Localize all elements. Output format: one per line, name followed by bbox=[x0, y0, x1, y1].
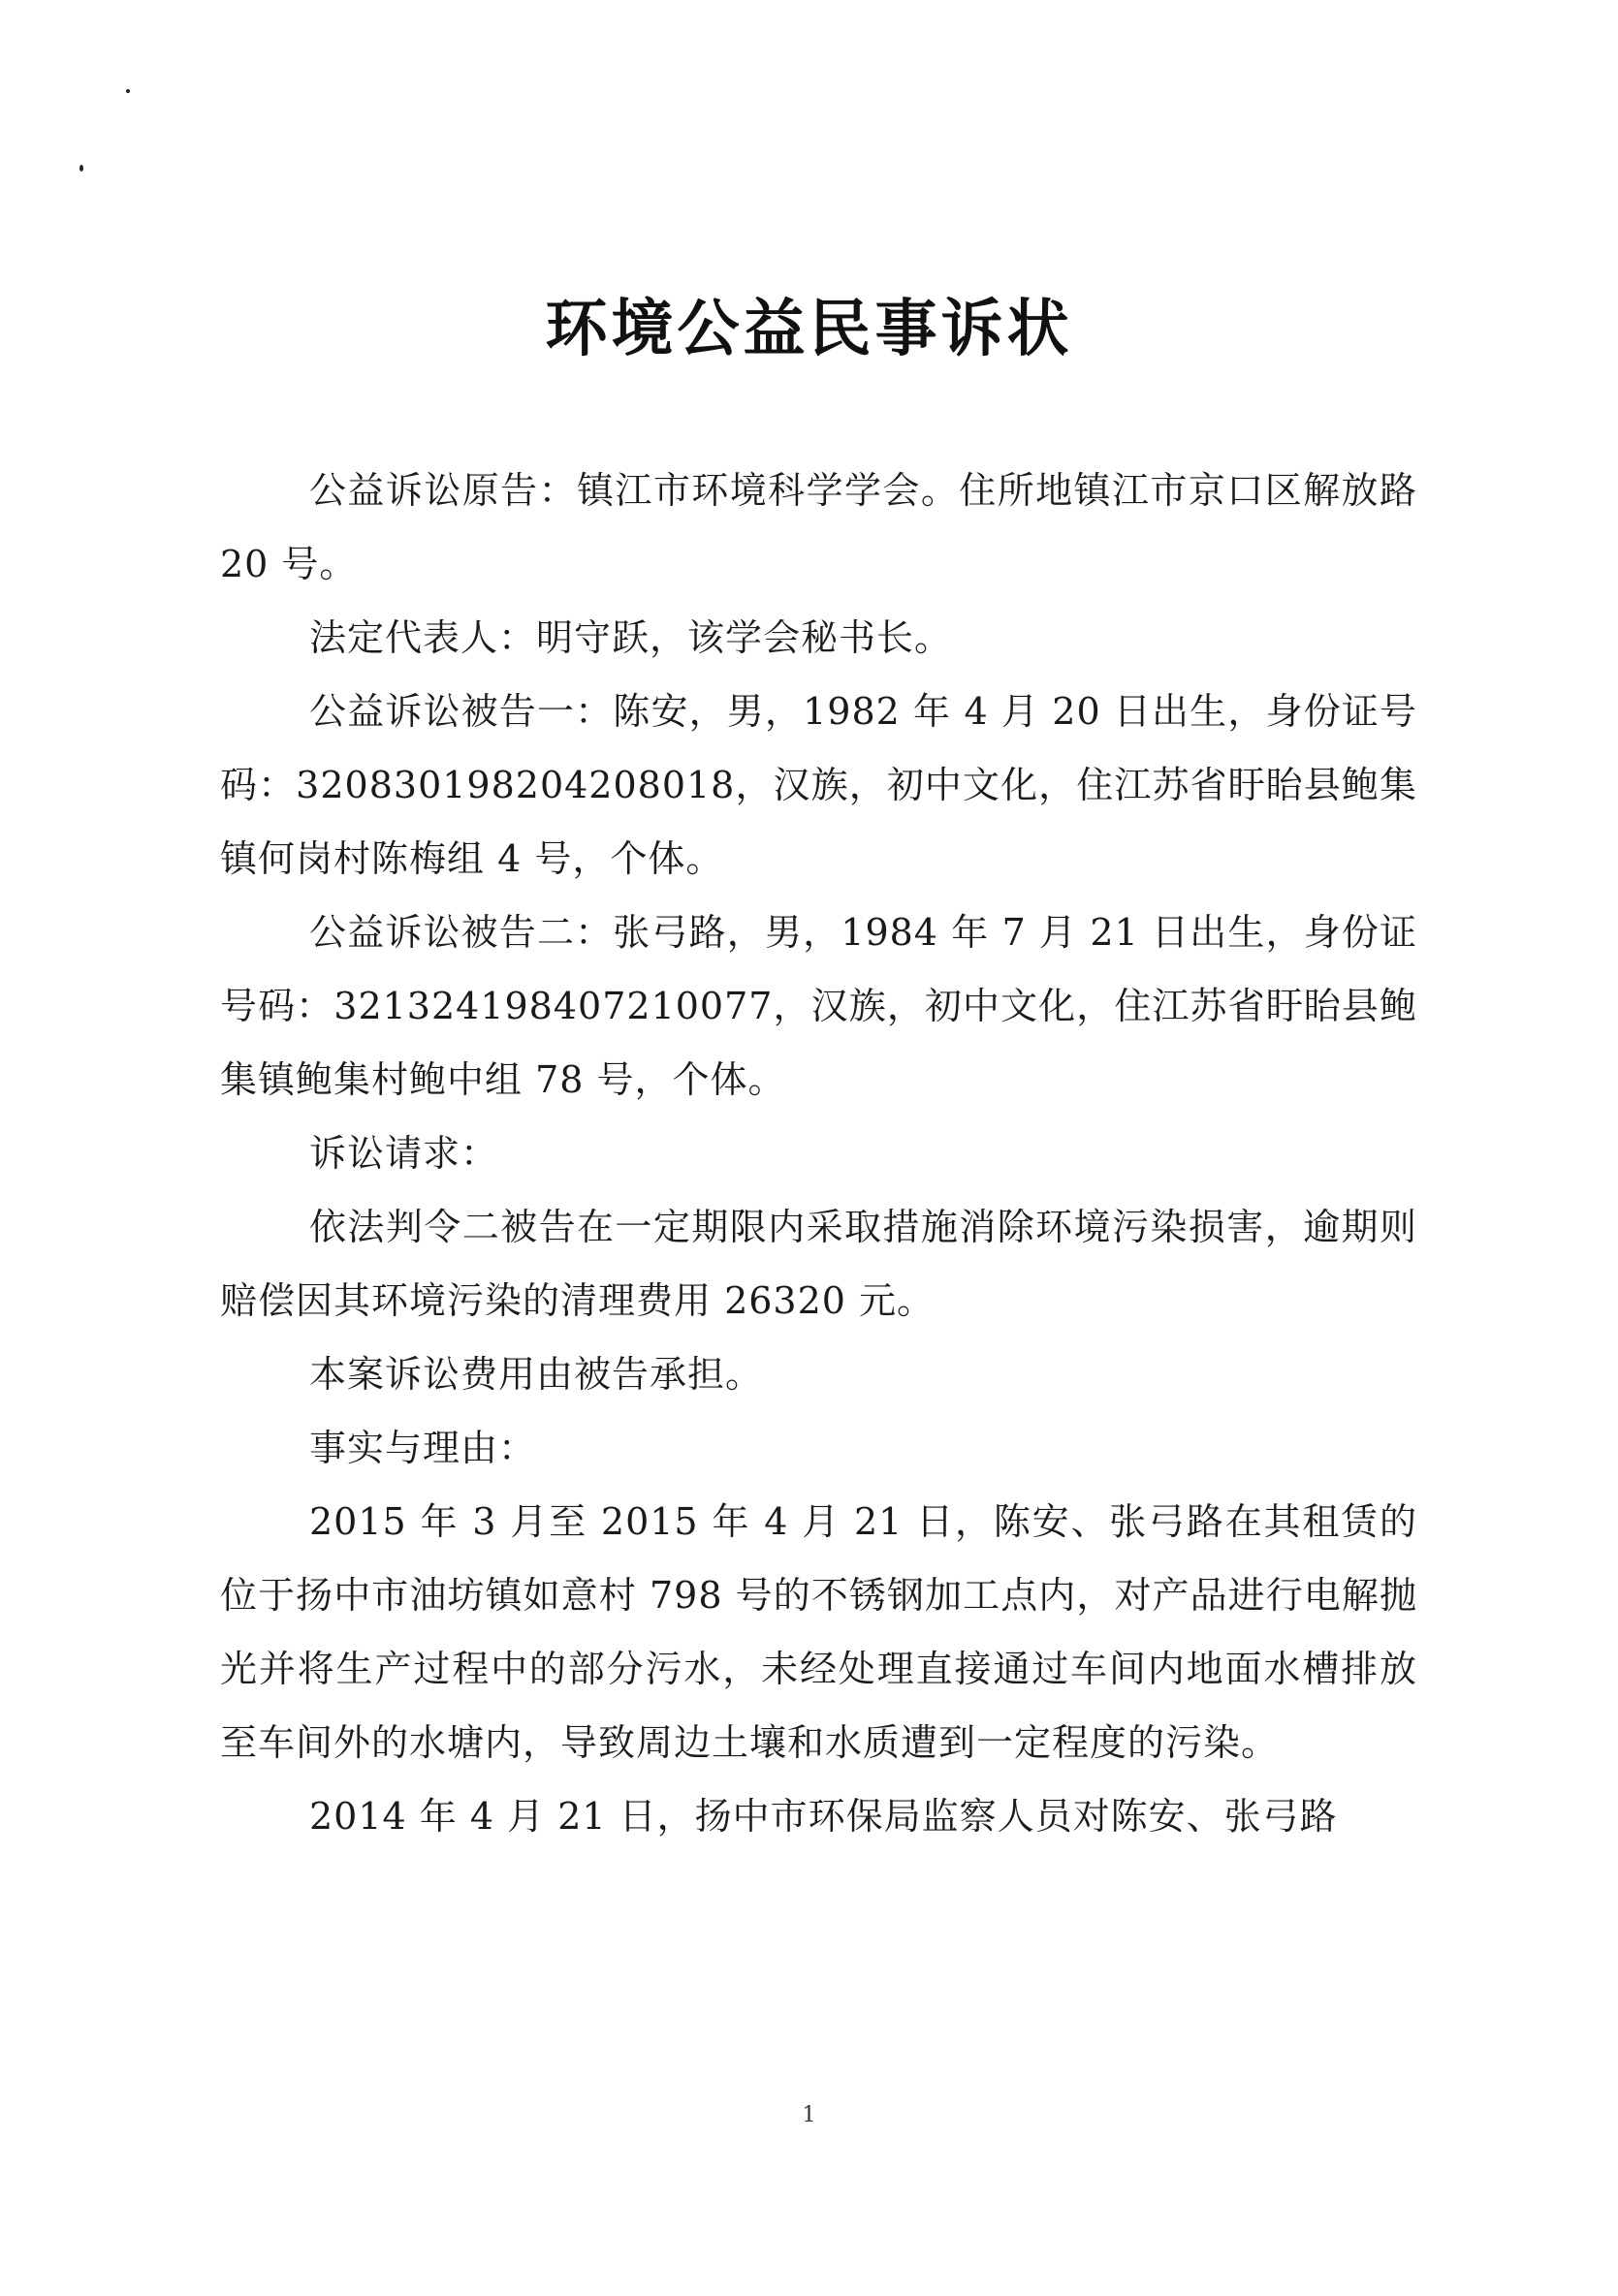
facts-heading: 事实与理由： bbox=[309, 1427, 537, 1469]
defendant-two-paragraph: 公益诉讼被告二：张弓路，男，1984 年 7 月 21 日出生，身份证号码：321324198407210077，汉族，初中文化，住江苏省盱眙县鲍集镇鲍集村鲍中组 78 号，个体。 bbox=[220, 911, 1417, 1101]
claim-one-paragraph: 依法判令二被告在一定期限内采取措施消除环境污染损害，逾期则赔偿因其环境污染的清理费用 26320 元。 bbox=[220, 1206, 1417, 1322]
facts-paragraph-two: 2014 年 4 月 21 日，扬中市环保局监察人员对陈安、张弓路 bbox=[309, 1795, 1338, 1838]
defendant-one-paragraph: 公益诉讼被告一：陈安，男，1982 年 4 月 20 日出生，身份证号码：320830198204208018，汉族，初中文化，住江苏省盱眙县鲍集镇何岗村陈梅组 4 号，个体。 bbox=[220, 690, 1417, 880]
document-body bbox=[220, 454, 1417, 1853]
scan-speck bbox=[126, 89, 130, 93]
facts-paragraph-one: 2015 年 3 月至 2015 年 4 月 21 日，陈安、张弓路在其租赁的位于扬中市油坊镇如意村 798 号的不锈钢加工点内，对产品进行电解抛光并将生产过程中的部分污水，未经处理直接通过车间内地面水槽排放至车间外的水塘内，导致周边土壤和水质遭到一定程度的污染。 bbox=[220, 1500, 1417, 1764]
page-number: 1 bbox=[802, 2103, 816, 2127]
plaintiff-paragraph: 公益诉讼原告：镇江市环境科学学会。住所地镇江市京口区解放路 20 号。 bbox=[220, 469, 1417, 585]
claim-two-paragraph: 本案诉讼费用由被告承担。 bbox=[309, 1353, 764, 1396]
claims-heading: 诉讼请求： bbox=[309, 1132, 499, 1175]
legal-representative-paragraph: 法定代表人：明守跃，该学会秘书长。 bbox=[309, 616, 953, 659]
document-title: 环境公益民事诉状 bbox=[545, 294, 1073, 365]
scan-speck bbox=[79, 165, 83, 172]
